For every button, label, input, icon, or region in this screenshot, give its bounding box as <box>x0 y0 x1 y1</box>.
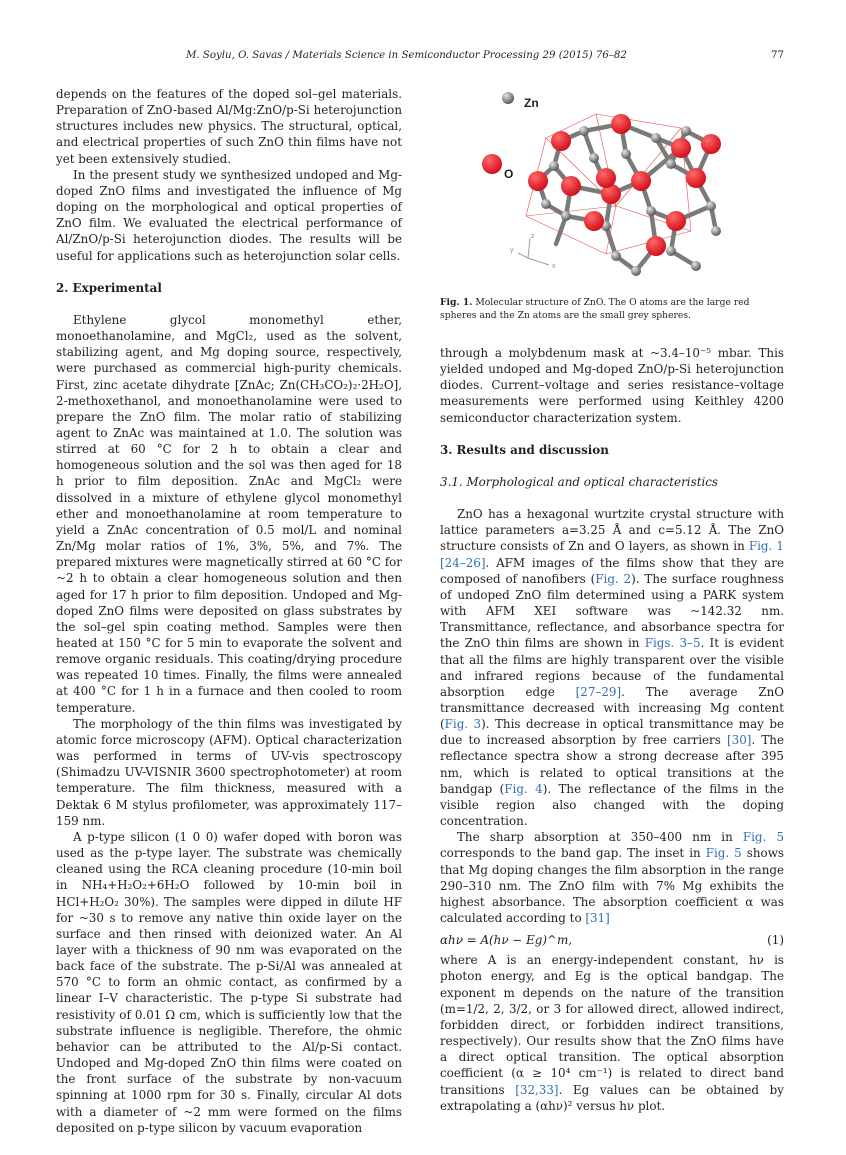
ref-32-33-link[interactable]: [32,33] <box>515 1082 559 1097</box>
zinc-atom <box>541 199 551 209</box>
zinc-atom <box>631 266 641 276</box>
equation-1 <box>440 932 784 948</box>
zinc-atom <box>681 126 691 136</box>
zinc-atom <box>651 133 661 143</box>
o-label: O <box>504 167 514 181</box>
text-run: . Eg values can be obtained by extrapolating a (αhν)² versus hν plot. <box>440 1082 784 1113</box>
oxygen-atom <box>631 171 651 191</box>
oxygen-atom <box>646 236 666 256</box>
section-3-heading: 3. Results and discussion <box>440 442 609 457</box>
oxygen-atom <box>561 176 581 196</box>
results-paragraph-2 <box>440 829 784 926</box>
zinc-atom <box>711 226 721 236</box>
results-paragraph-3 <box>440 952 784 1114</box>
continued-paragraph: through a molybdenum mask at ~3.4–10⁻⁵ mbar. This yielded undoped and Mg-doped ZnO/p-Si heterojunction diodes. Current–voltage and series resistance–voltage measurements were performed using Keithley 4200 semiconductor characterization system. <box>440 346 784 425</box>
text-run: ). The surface roughness of undoped ZnO film determined using a PARK system with AFM XEI software was ~142.32 nm. Transmittance, reflectance, and absorbance spectra for the ZnO thin films are shown in <box>440 571 784 651</box>
zinc-atom <box>691 261 701 271</box>
intro-paragraph-2: In the present study we synthesized undoped and Mg-doped ZnO films and investigated the influence of Mg doping on the morphological and optical properties of ZnO film. We evaluated the electrical performance of Al/ZnO/p-Si heterojunction diodes. The results will be useful for applications such as heterojunction solar cells. <box>56 167 402 263</box>
zinc-atom <box>561 211 571 221</box>
oxygen-atom <box>551 131 571 151</box>
text-run: where A is an energy-independent constant, hν is photon energy, and Eg is the optical bandgap. The exponent m depends on the nature of the transition (m=1/2, 2, 3/2, or 3 for allowed direct, allowed indirect, forbidden direct, or forbidden indirect transitions, respectively). Our results show that the ZnO films have a direct optical transition. The optical absorption coefficient (α ≥ 10⁴ cm⁻¹) is related to direct band transitions <box>440 953 784 1097</box>
text-run: corresponds to the band gap. The inset in <box>440 846 706 861</box>
fig1-link[interactable]: Fig. 1 [24–26] <box>440 539 784 570</box>
oxygen-atom <box>701 134 721 154</box>
oxygen-atom <box>686 168 706 188</box>
page-number: 77 <box>771 50 784 61</box>
running-header <box>56 50 784 68</box>
experimental-paragraph-3: A p-type silicon (1 0 0) wafer doped with boron was used as the p-type layer. The substrate was chemically cleaned using the RCA cleaning procedure (10-min boil in NH₄+H₂O₂+6H₂O followed by 10-min boil in HCl+H₂O₂ 30%). The samples were dipped in dilute HF for ~30 s to remove any native thin oxide layer on the surface and then rinsed with deionized water. An Al layer with a thickness of 90 nm was evaporated on the back face of the substrate. The p-Si/Al was annealed at 570 °C to form an ohmic contact, as confirmed by a linear I–V characteristic. The p-type Si substrate had resistivity of 0.01 Ω cm, which is sufficiently low that the substrate influence is negligible. Therefore, the ohmic behavior can be attributed to the Al/p-Si contact. Undoped and Mg-doped ZnO thin films were coated on the front surface of the substrate by non-vacuum spinning at 1000 rpm for 30 s. Finally, circular Al dots with a diameter of ~2 mm were formed on the films deposited on p-type silicon by vacuum evaporation <box>56 829 402 1135</box>
right-column <box>440 345 784 1114</box>
cell-edge <box>526 206 616 216</box>
experimental-paragraph-1: Ethylene glycol monomethyl ether, monoethanolamine, and MgCl₂, used as the solvent, stabilizing agent, and Mg doping source, respectively, were purchased as commercial high-purity chemicals. First, zinc acetate dihydrate [ZnAc; Zn(CH₃CO₂)₂·2H₂O], 2-methoxethanol, and monoethanolamine were used to prepare the ZnO film. The molar ratio of stabilizing agent to ZnAc was maintained at 1.0. The solution was stirred at 60 °C for 2 h to obtain a clear and homogeneous solution and the sol was then aged for 18 h prior to film deposition. ZnAc and MgCl₂ were dissolved in a mixture of ethylene glycol monomethyl ether and monoethanolamine at room temperature to yield a ZnAc concentration of 0.5 mol/L and nominal Zn/Mg molar ratios of 1%, 3%, 5%, and 7%. The prepared mixtures were magnetically stirred at 60 °C for ~2 h to obtain a clear homogeneous solution and then aged for 17 h prior to film deposition. Undoped and Mg-doped ZnO films were deposited on glass substrates by the sol–gel spin coating method. Samples were then heated at 150 °C for 5 min to evaporate the solvent and remove organic residuals. This coating/drying procedure was repeated 10 times. Finally, the films were annealed at 400 °C for 1 h in a furnace and then cooled to room temperature. <box>56 312 402 715</box>
z-axis-label: z <box>531 233 535 240</box>
legend-oxygen-sphere <box>482 154 502 174</box>
zinc-atom <box>646 206 656 216</box>
subsection-3-1-heading: 3.1. Morphological and optical characteristics <box>440 474 719 489</box>
ref-30-link[interactable]: [30] <box>727 733 752 748</box>
text-run: . The average ZnO transmittance decreased with increasing Mg content ( <box>440 684 784 732</box>
fig2-link[interactable]: Fig. 2 <box>595 571 632 586</box>
zinc-atom <box>666 246 676 256</box>
zinc-atom <box>611 251 621 261</box>
results-paragraph-1 <box>440 506 784 829</box>
text-run: ). This decrease in optical transmittance may be due to increased absorption by free carriers <box>440 717 784 748</box>
z-axis-line <box>528 238 530 258</box>
equation-body: αhν = A(hν − Eg)^m, <box>440 933 573 948</box>
fig5-link[interactable]: Fig. 5 <box>742 830 785 845</box>
intro-paragraph-1: depends on the features of the doped sol–gel materials. Preparation of ZnO-based Al/Mg:ZnO/p-Si heterojunction structures includes new physics. The structural, optical, and electrical properties of such ZnO thin films have not yet been extensively studied. <box>56 87 402 166</box>
left-column <box>56 86 402 1136</box>
fig5-inset-link[interactable]: Fig. 5 <box>705 846 742 861</box>
zinc-atom <box>706 201 716 211</box>
text-run: . The reflectance spectra show a strong decrease after 395 nm, which is related to optical transitions at the bandgap ( <box>440 733 784 796</box>
caption-label: Fig. 1. <box>440 297 473 308</box>
ref-31-link[interactable]: [31] <box>585 911 610 925</box>
text-run: The sharp absorption at 350–400 nm in <box>457 830 743 845</box>
text-run: shows that Mg doping changes the film absorption in the range 290–310 nm. The ZnO film with 7% Mg exhibits the highest absorbance. The absorption coefficient α was calculated according to <box>440 846 784 925</box>
oxygen-atom <box>611 114 631 134</box>
figs3-5-link[interactable]: Figs. 3–5 <box>644 636 701 651</box>
zn-label: Zn <box>524 96 539 110</box>
figure-1-caption <box>440 296 784 322</box>
experimental-paragraph-2: The morphology of the thin films was investigated by atomic force microscopy (AFM). Optical characterization was performed in terms of UV-vis spectroscopy (Shimadzu UV-VISNIR 3600 spectrophotometer) at room temperature. The film thickness, measured with a Dektak 6 M stylus profilometer, was approximately 117–159 nm. <box>56 716 402 828</box>
text-run: ). The reflectance of the films in the visible region also changed with the doping concentration. <box>440 781 784 829</box>
oxygen-atom <box>528 171 548 191</box>
text-run: . AFM images of the films show that they are composed of nanofibers ( <box>440 555 784 586</box>
zinc-atom <box>549 161 559 171</box>
axis-triad <box>510 233 556 270</box>
text-run: ZnO has a hexagonal wurtzite crystal structure with lattice parameters a=3.25 Å and c=5.12 Å. The ZnO structure consists of Zn and O layers, as shown in <box>440 507 784 554</box>
fig3-link[interactable]: Fig. 3 <box>444 717 482 732</box>
equation-number: (1) <box>767 933 784 948</box>
x-axis-line <box>528 258 549 265</box>
oxygen-atom <box>596 168 616 188</box>
y-axis-label: y <box>510 247 514 254</box>
oxygen-atom <box>671 138 691 158</box>
section-2-heading: 2. Experimental <box>56 280 162 295</box>
running-head: M. Soylu, O. Savas / Materials Science in Semiconductor Processing 29 (2015) 76–82 <box>186 50 627 61</box>
zinc-atom <box>589 153 599 163</box>
zinc-atom <box>666 159 676 169</box>
fig4-link[interactable]: Fig. 4 <box>504 781 543 796</box>
oxygen-atom <box>666 211 686 231</box>
caption-text: Molecular structure of ZnO. The O atoms are the large red spheres and the Zn atoms are the small grey spheres. <box>440 297 750 321</box>
text-run: . It is evident that all the films are highly transparent over the visible and infrared regions because of the fundamental absorption edge <box>440 636 784 699</box>
zinc-atom <box>579 126 589 136</box>
x-axis-label: x <box>552 263 556 270</box>
oxygen-atom <box>584 211 604 231</box>
figure-1 <box>440 86 784 286</box>
legend-zinc-sphere <box>502 92 514 104</box>
y-axis-line <box>518 253 528 258</box>
zno-structure-diagram <box>466 86 766 286</box>
zinc-atom <box>621 149 631 159</box>
ref-27-29-link[interactable]: [27–29] <box>575 684 622 699</box>
